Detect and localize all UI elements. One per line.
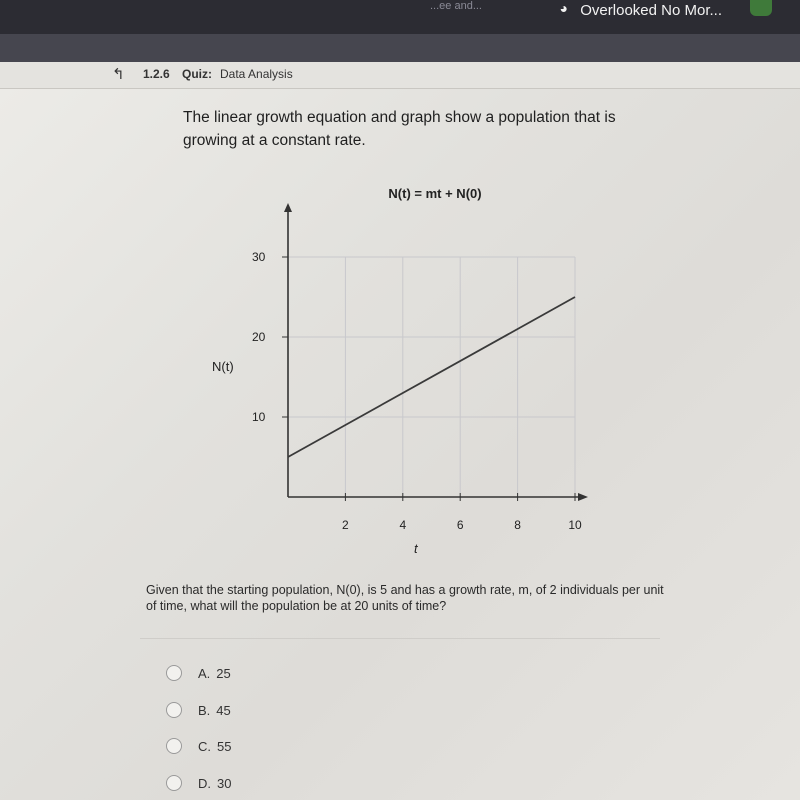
- x-tick-label: 6: [456, 518, 464, 532]
- divider: [140, 638, 660, 639]
- x-axis-arrow-icon: [578, 493, 588, 501]
- option-c-letter: C.: [198, 738, 211, 754]
- question-text: The linear growth equation and graph show a population that is growing at a constant rate.: [183, 109, 616, 149]
- radio-a[interactable]: [166, 665, 182, 681]
- x-tick-label: 4: [399, 518, 407, 532]
- back-arrow-icon[interactable]: ↰: [112, 66, 125, 83]
- option-a-letter: A.: [198, 665, 211, 681]
- quiz-label: Quiz:: [182, 67, 212, 81]
- equation: N(t) = mt + N(0): [388, 186, 482, 201]
- x-tick-label: 2: [342, 518, 349, 532]
- y-tick-label: 30: [252, 250, 266, 264]
- option-b-letter: B.: [198, 702, 211, 718]
- y-tick-label: 20: [252, 330, 266, 344]
- option-c[interactable]: [166, 736, 231, 756]
- population-line: [288, 297, 575, 457]
- option-a[interactable]: [166, 663, 231, 683]
- lesson-code: 1.2.6: [143, 67, 170, 81]
- option-b-value: 45: [216, 702, 231, 718]
- bookmark-tab[interactable]: Overlooked No Mor...: [580, 2, 722, 19]
- prompt-text: Given that the starting population, N(0), is 5 and has a growth rate, m, of 2 individuals per unit of time, what will the population be at 20 units of time?: [146, 583, 664, 613]
- y-tick-label: 10: [252, 410, 266, 424]
- option-d-letter: D.: [198, 775, 211, 791]
- x-tick-label: 8: [514, 518, 521, 532]
- option-d[interactable]: [166, 773, 231, 793]
- radio-d[interactable]: [166, 775, 182, 791]
- x-tick-label: 10: [568, 518, 582, 532]
- option-c-value: 55: [217, 738, 232, 754]
- radio-c[interactable]: [166, 738, 182, 754]
- edge-icon[interactable]: ◕: [559, 0, 568, 16]
- radio-b[interactable]: [166, 702, 182, 718]
- option-b[interactable]: [166, 700, 231, 720]
- x-axis-label: t: [414, 541, 418, 556]
- option-d-value: 30: [217, 775, 232, 791]
- option-a-value: 25: [216, 665, 231, 681]
- tab-ghost-text: ...ee and...: [430, 0, 482, 12]
- lesson-title: Data Analysis: [220, 67, 293, 81]
- y-axis-arrow-icon: [284, 203, 292, 212]
- y-axis-label: N(t): [212, 359, 234, 374]
